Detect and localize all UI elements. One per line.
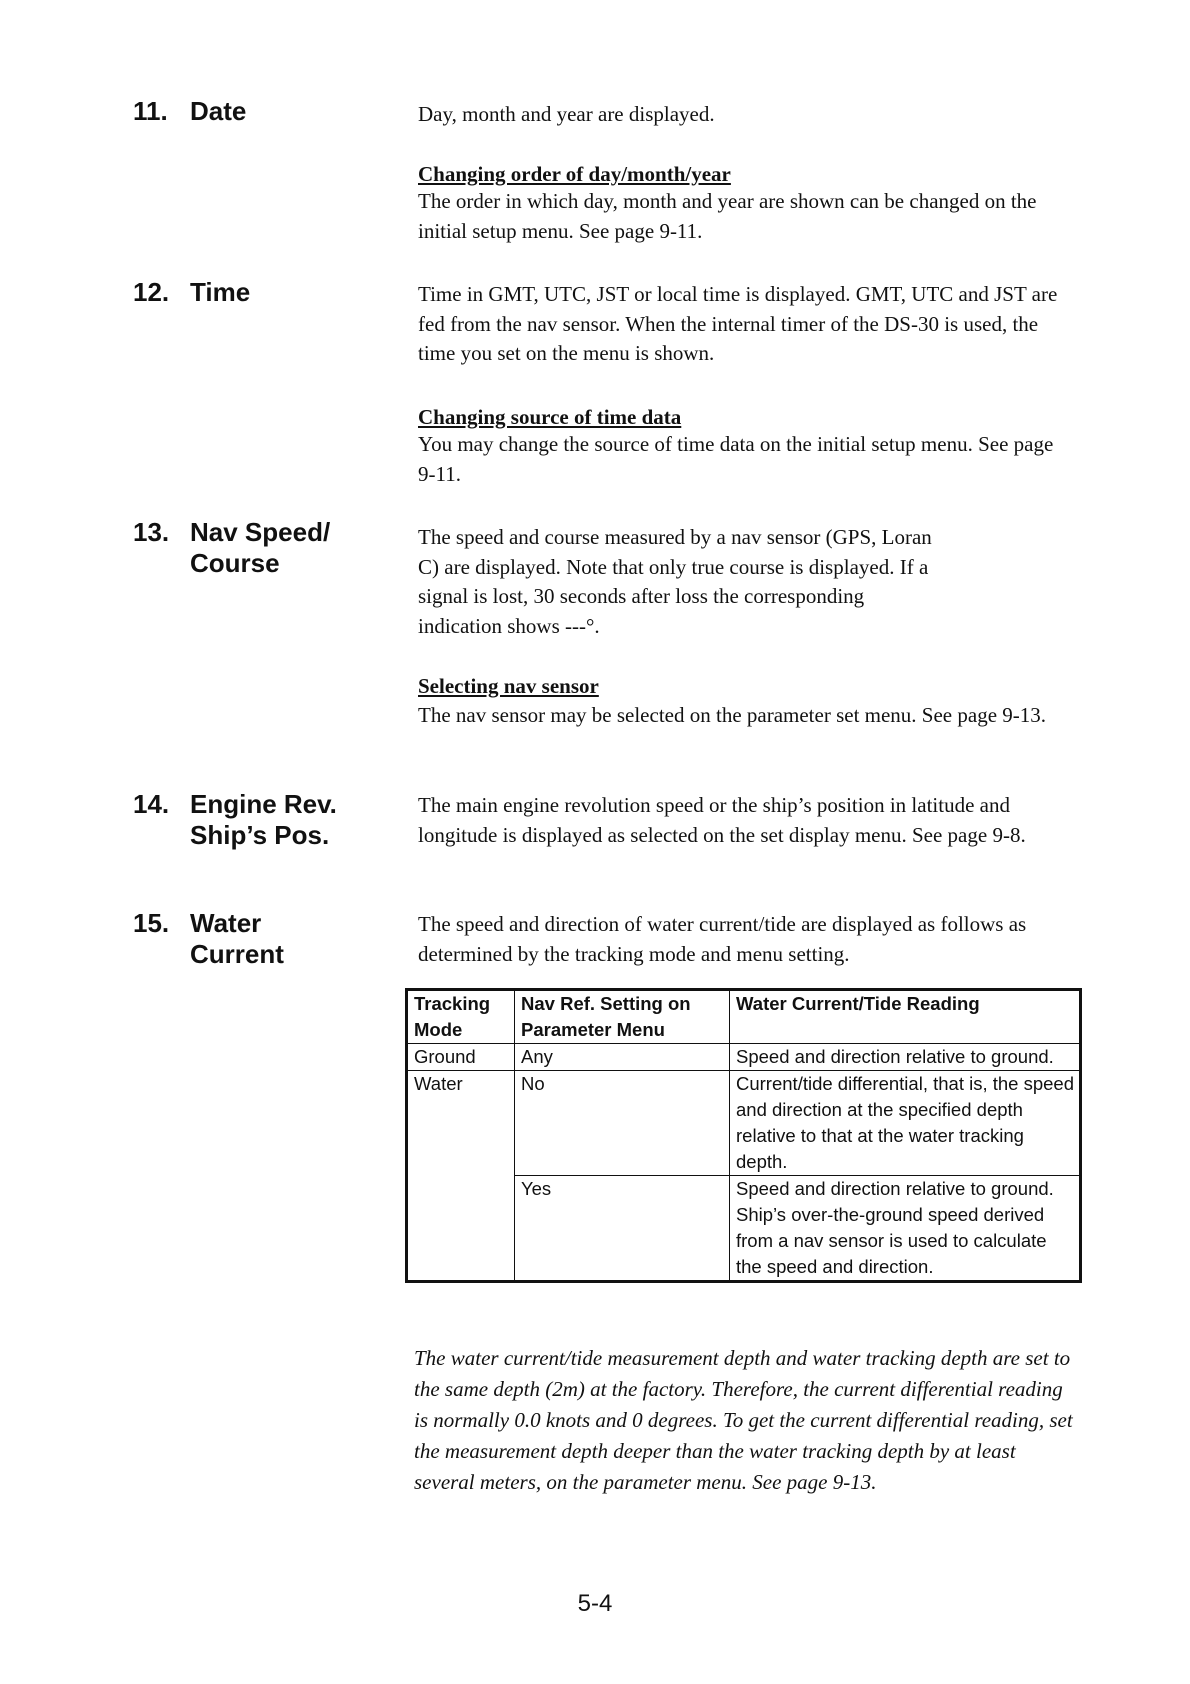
section-12-text: Time in GMT, UTC, JST or local time is displayed. GMT, UTC and JST are fed from the nav sensor. When the internal timer of the DS-30 is used, the time you set on the menu is shown. (418, 282, 1058, 365)
section-12-heading (133, 277, 250, 308)
section-11-subheading: Changing order of day/month/year (418, 162, 731, 186)
section-14-text: The main engine revolution speed or the ship’s position in latitude and longitude is displayed as selected on the set display menu. See page 9-8. (418, 793, 1026, 847)
cell-reading: Current/tide differential, that is, the speed and direction at the specified depth relative to that at the water tracking depth. (730, 1071, 1081, 1176)
section-11-subtext: The order in which day, month and year are shown can be changed on the initial setup menu. See page 9-11. (418, 189, 1037, 243)
section-12-subtext: You may change the source of time data on the initial setup menu. See page 9-11. (418, 432, 1054, 486)
section-title-continued: Course (190, 548, 280, 578)
cell-setting: Any (515, 1044, 730, 1071)
page-number: 5-4 (577, 1590, 613, 1617)
note-paragraph: The water current/tide measurement depth and water tracking depth are set to the same depth (2m) at the factory. Therefore, the current differential reading is normally 0.0 knots and 0 degrees. To get the current differential reading, set the measurement depth deeper than the water tracking depth by at least several meters, on the parameter menu. See page 9-13. (414, 1346, 1073, 1494)
cell-mode (407, 1176, 515, 1282)
section-11-heading (133, 96, 246, 127)
section-12-subheading: Changing source of time data (418, 405, 682, 429)
cell-setting: No (515, 1071, 730, 1176)
header-nav-ref-setting: Nav Ref. Setting on Parameter Menu (515, 990, 730, 1044)
table-header-row (407, 990, 1081, 1044)
cell-setting: Yes (515, 1176, 730, 1282)
section-title-continued: Ship’s Pos. (190, 820, 330, 850)
section-title: Engine Rev. (190, 789, 337, 819)
section-13-text: The speed and course measured by a nav sensor (GPS, Loran C) are displayed. Note that only true course is displayed. If a signal is lost, 30 seconds after loss the corresponding indication shows ---°. (418, 525, 932, 638)
section-title: Water (190, 908, 262, 938)
cell-reading: Speed and direction relative to ground. (730, 1044, 1081, 1071)
section-title-continued: Current (190, 939, 284, 969)
section-number: 13. (133, 517, 170, 547)
cell-reading: Speed and direction relative to ground. Ship’s over-the-ground speed derived from a nav sensor is used to calculate the speed and direction. (730, 1176, 1081, 1282)
section-number: 12. (133, 277, 170, 307)
section-title: Time (190, 277, 251, 307)
section-15-text: The speed and direction of water current/tide are displayed as follows as determined by the tracking mode and menu setting. (418, 912, 1027, 966)
section-number: 11. (133, 96, 168, 126)
table-row (407, 1176, 1081, 1282)
section-number: 14. (133, 789, 170, 819)
section-11-text: Day, month and year are displayed. (418, 102, 715, 126)
section-15-heading (133, 908, 284, 970)
section-13-heading (133, 517, 330, 579)
header-reading: Water Current/Tide Reading (730, 990, 1081, 1044)
water-current-table (405, 988, 1082, 1283)
section-title: Nav Speed/ (190, 517, 331, 547)
cell-mode: Ground (407, 1044, 515, 1071)
section-13-subtext: The nav sensor may be selected on the parameter set menu. See page 9-13. (418, 703, 1047, 727)
section-13-subheading: Selecting nav sensor (418, 674, 599, 698)
section-title: Date (190, 96, 247, 126)
section-14-heading (133, 789, 337, 851)
table-row (407, 1071, 1081, 1176)
table-row (407, 1044, 1081, 1071)
header-tracking-mode: Tracking Mode (407, 990, 515, 1044)
section-number: 15. (133, 908, 170, 938)
cell-mode: Water (407, 1071, 515, 1176)
